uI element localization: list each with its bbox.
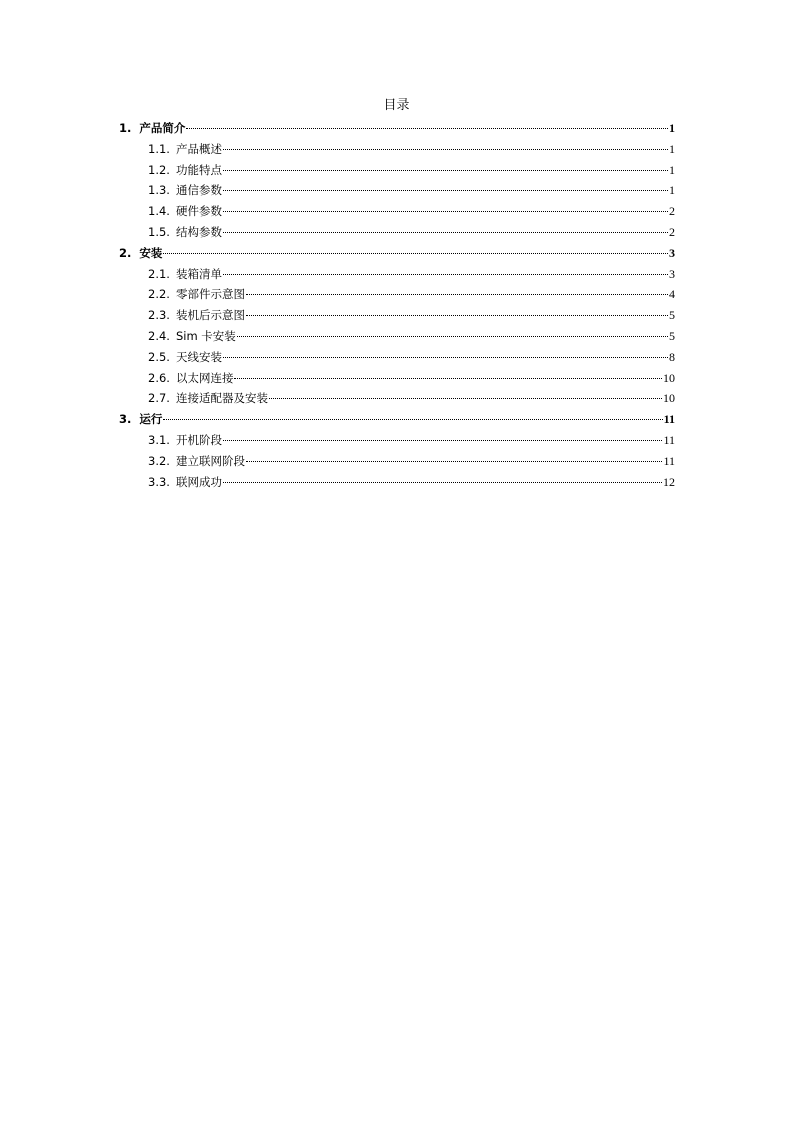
toc-entry-label: 产品概述 (175, 141, 222, 156)
toc-entry-label: 天线安装 (175, 349, 222, 364)
toc-entry-number: 2.6. (148, 370, 170, 385)
toc-entry-number: 1.1. (148, 141, 170, 156)
table-of-contents (119, 118, 675, 492)
toc-entry-number: 2.3. (148, 308, 170, 323)
toc-section-entry[interactable] (119, 201, 675, 222)
toc-dot-leader (163, 253, 668, 254)
toc-entry-label: 零部件示意图 (175, 287, 245, 302)
toc-page-number: 11 (663, 432, 675, 447)
toc-entry-label: 产品简介 (139, 121, 186, 135)
toc-page-number: 1 (669, 162, 675, 177)
toc-entry-label: 运行 (139, 412, 163, 427)
toc-dot-leader (223, 211, 668, 212)
toc-entry-label: 开机阶段 (175, 432, 222, 447)
toc-entry-number: 3. (119, 412, 132, 427)
toc-section-entry[interactable] (119, 139, 675, 160)
toc-chapter-entry[interactable] (119, 409, 675, 430)
toc-dot-leader (223, 149, 668, 150)
toc-dot-leader (223, 357, 668, 358)
toc-entry-number: 1.2. (148, 162, 170, 177)
toc-dot-leader (246, 315, 668, 316)
toc-entry-number: 2.5. (148, 349, 170, 364)
toc-dot-leader (186, 128, 668, 129)
toc-section-entry[interactable] (119, 305, 675, 326)
toc-page-number: 5 (669, 328, 675, 343)
toc-section-entry[interactable] (119, 472, 675, 493)
toc-entry-number: 3.2. (148, 453, 170, 468)
toc-page-number: 12 (663, 474, 675, 489)
toc-dot-leader (163, 419, 662, 420)
toc-dot-leader (246, 294, 668, 295)
toc-section-entry[interactable] (119, 451, 675, 472)
toc-page-number: 2 (669, 204, 675, 219)
toc-page-number: 10 (663, 391, 675, 406)
toc-page-number: 3 (669, 266, 675, 281)
toc-entry-number: 1.5. (148, 224, 170, 239)
toc-section-entry[interactable] (119, 388, 675, 409)
toc-page-number: 1 (669, 121, 675, 135)
toc-section-entry[interactable] (119, 430, 675, 451)
toc-section-entry[interactable] (119, 326, 675, 347)
toc-dot-leader (223, 482, 662, 483)
toc-section-entry[interactable] (119, 180, 675, 201)
toc-section-entry[interactable] (119, 222, 675, 243)
toc-dot-leader (223, 232, 668, 233)
toc-page-number: 3 (669, 245, 675, 260)
toc-dot-leader (223, 440, 662, 441)
toc-section-entry[interactable] (119, 264, 675, 285)
toc-page-number: 5 (669, 308, 675, 323)
toc-dot-leader (269, 398, 662, 399)
toc-entry-number: 1.3. (148, 183, 170, 198)
toc-page-number: 10 (663, 370, 675, 385)
toc-dot-leader (234, 378, 662, 379)
toc-section-entry[interactable] (119, 160, 675, 181)
toc-entry-label: 以太网连接 (175, 370, 234, 385)
toc-page-number: 8 (669, 349, 675, 364)
toc-dot-leader (223, 170, 668, 171)
toc-chapter-entry[interactable] (119, 118, 675, 139)
toc-entry-label: Sim 卡安装 (175, 328, 236, 343)
toc-page-number: 1 (669, 141, 675, 156)
toc-page-number: 1 (669, 183, 675, 198)
toc-page-number: 11 (663, 412, 675, 427)
toc-chapter-entry[interactable] (119, 243, 675, 264)
toc-section-entry[interactable] (119, 347, 675, 368)
toc-entry-number: 2. (119, 245, 132, 260)
toc-entry-number: 2.7. (148, 391, 170, 406)
toc-page-number: 4 (669, 287, 675, 302)
toc-entry-label: 结构参数 (175, 224, 222, 239)
toc-section-entry[interactable] (119, 284, 675, 305)
toc-entry-label: 联网成功 (175, 474, 222, 489)
toc-dot-leader (237, 336, 668, 337)
toc-entry-label: 装机后示意图 (175, 308, 245, 323)
toc-entry-label: 硬件参数 (175, 204, 222, 219)
toc-title: 目录 (383, 98, 410, 113)
toc-entry-number: 3.3. (148, 474, 170, 489)
toc-entry-number: 2.2. (148, 287, 170, 302)
toc-entry-number: 1.4. (148, 204, 170, 219)
toc-entry-number: 2.4. (148, 328, 170, 343)
toc-dot-leader (246, 461, 662, 462)
toc-entry-label: 装箱清单 (175, 266, 222, 281)
toc-entry-number: 2.1. (148, 266, 170, 281)
toc-dot-leader (223, 274, 668, 275)
toc-entry-label: 通信参数 (175, 183, 222, 198)
toc-dot-leader (223, 190, 668, 191)
toc-entry-label: 连接适配器及安装 (175, 391, 268, 406)
toc-entry-label: 功能特点 (175, 162, 222, 177)
toc-entry-label: 安装 (139, 245, 163, 260)
toc-entry-label: 建立联网阶段 (175, 453, 245, 468)
toc-page-number: 11 (663, 453, 675, 468)
toc-entry-number: 1. (119, 121, 132, 135)
toc-page-number: 2 (669, 224, 675, 239)
toc-entry-number: 3.1. (148, 432, 170, 447)
toc-section-entry[interactable] (119, 368, 675, 389)
